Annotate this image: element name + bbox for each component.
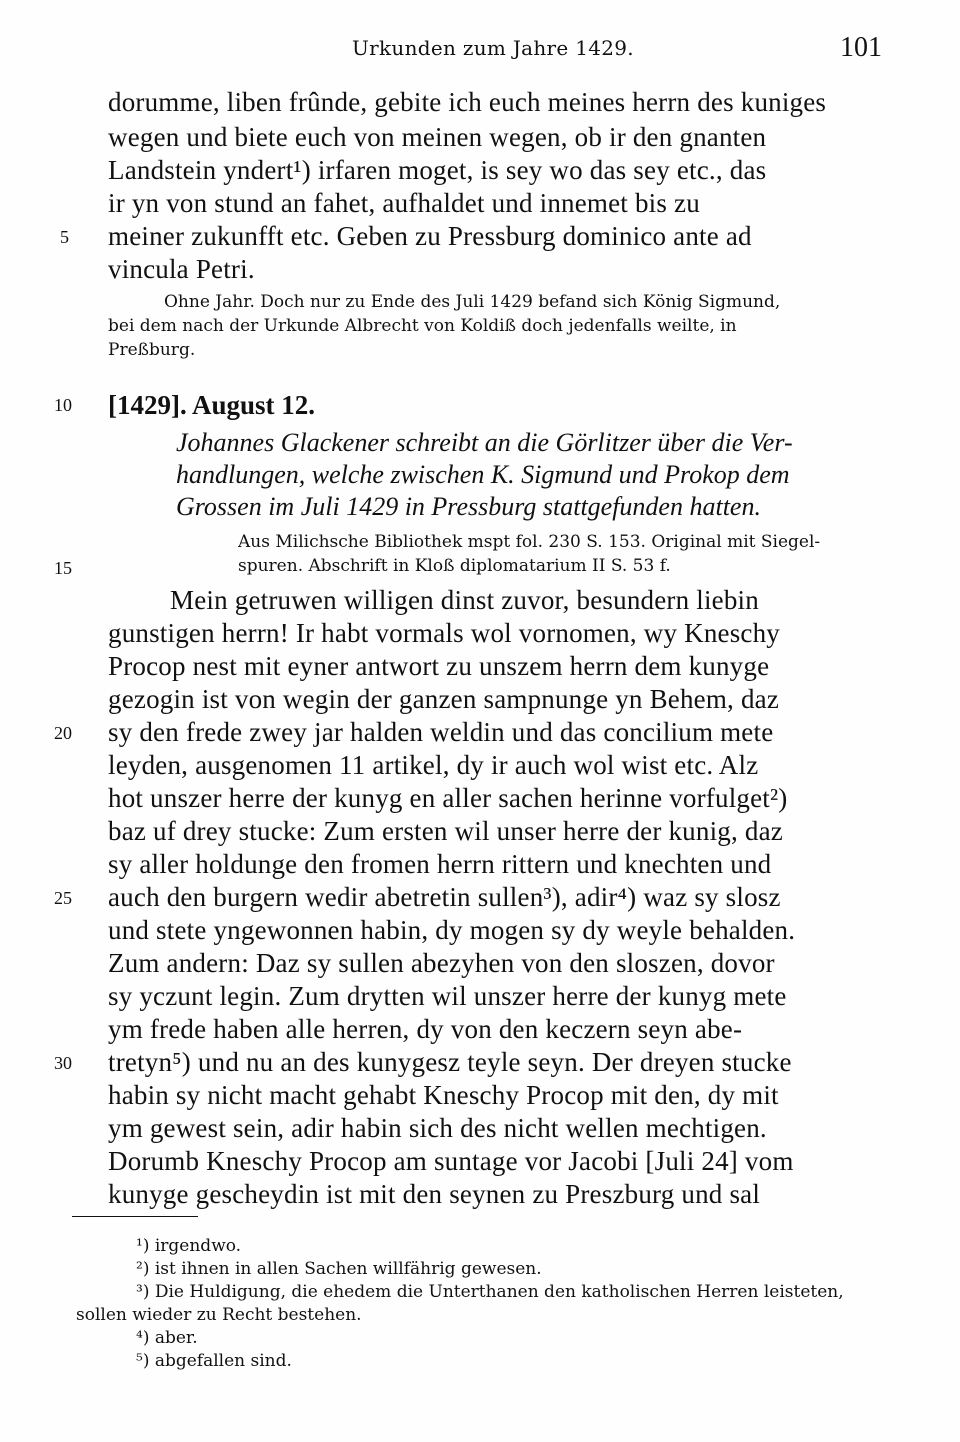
running-head [0, 32, 960, 68]
text-line: Zum andern: Daz sy sullen abezyhen von den sloszen, dovor [108, 948, 775, 978]
text-line: baz uf drey stucke: Zum ersten wil unser herre der kunig, daz [108, 816, 783, 846]
regest-line: Grossen im Juli 1429 in Pressburg stattgefunden hatten. [176, 492, 761, 521]
text-line: Landstein yndert¹) irfaren moget, is sey wo das sey etc., das [108, 155, 767, 185]
text-line: dorumme, liben frûnde, gebite ich euch meines herrn des kuniges [108, 87, 827, 117]
text-line: sy yczunt legin. Zum drytten wil unszer herre der kunyg mete [108, 981, 787, 1011]
text-line: meiner zukunfft etc. Geben zu Pressburg dominico ante ad [108, 221, 752, 251]
text-line: gunstigen herrn! Ir habt vormals wol vornomen, wy Kneschy [108, 618, 781, 648]
footnote: ³) Die Huldigung, die ehedem die Unterthanen den katholischen Herren leisteten, [136, 1282, 844, 1302]
source-line: Aus Milichsche Bibliothek mspt fol. 230 S. 153. Original mit Siegel- [238, 532, 821, 552]
footnote: sollen wieder zu Recht bestehen. [76, 1305, 362, 1325]
text-line: vincula Petri. [108, 254, 255, 284]
running-head-title: Urkunden zum Jahre 1429. [352, 36, 634, 60]
text-line: ym gewest sein, adir habin sich des nicht wellen mechtigen. [108, 1113, 767, 1143]
text-line: Procop nest mit eyner antwort zu unszem herrn dem kunyge [108, 651, 770, 681]
regest-line: handlungen, welche zwischen K. Sigmund und Prokop dem [176, 460, 790, 489]
document-heading: [1429]. August 12. [108, 390, 316, 420]
text-line: Mein getruwen willigen dinst zuvor, besundern liebin [170, 585, 759, 615]
regest-line: Johannes Glackener schreibt an die Görlitzer über die Ver- [176, 428, 793, 457]
footnote: ⁵) abgefallen sind. [136, 1351, 292, 1371]
text-line: Dorumb Kneschy Procop am suntage vor Jacobi [Juli 24] vom [108, 1146, 794, 1176]
text-line: tretyn⁵) und nu an des kunygesz teyle seyn. Der dreyen stucke [108, 1047, 792, 1077]
text-line: sy den frede zwey jar halden weldin und das concilium mete [108, 717, 774, 747]
text-line: wegen und biete euch von meinen wegen, ob ir den gnanten [108, 122, 767, 152]
line-number: 5 [60, 227, 69, 247]
text-line: ir yn von stund an fahet, aufhaldet und innemet bis zu [108, 188, 700, 218]
text-line: und stete yngewonnen habin, dy mogen sy dy weyle behalden. [108, 915, 796, 945]
text-line: hot unszer herre der kunyg en aller sachen herinne vorfulget²) [108, 783, 788, 813]
line-number: 20 [54, 723, 72, 743]
footnote-rule [72, 1216, 198, 1217]
note-line: bei dem nach der Urkunde Albrecht von Koldiß doch jedenfalls weilte, in [108, 316, 737, 336]
text-line: gezogin ist von wegin der ganzen sampnunge yn Behem, daz [108, 684, 780, 714]
text-line: habin sy nicht macht gehabt Kneschy Procop mit den, dy mit [108, 1080, 779, 1110]
line-number: 10 [54, 395, 72, 415]
footnote: ²) ist ihnen in allen Sachen willfährig gewesen. [136, 1259, 542, 1279]
text-line: auch den burgern wedir abetretin sullen³), adir⁴) waz sy slosz [108, 882, 781, 912]
text-line: ym frede haben alle herren, dy von den keczern seyn abe- [108, 1014, 743, 1044]
text-line: leyden, ausgenomen 11 artikel, dy ir auch wol wist etc. Alz [108, 750, 759, 780]
line-number: 15 [54, 558, 72, 578]
line-number: 25 [54, 888, 72, 908]
note-line: Preßburg. [108, 340, 196, 360]
footnote: ¹) irgendwo. [136, 1236, 242, 1256]
line-number: 30 [54, 1053, 72, 1073]
source-line: spuren. Abschrift in Kloß diplomatarium II S. 53 f. [238, 556, 671, 576]
text-line: kunyge gescheydin ist mit den seynen zu Preszburg und sal [108, 1179, 761, 1209]
note-line: Ohne Jahr. Doch nur zu Ende des Juli 1429 befand sich König Sigmund, [164, 292, 781, 312]
text-line: sy aller holdunge den fromen herrn rittern und knechten und [108, 849, 772, 879]
footnote: ⁴) aber. [136, 1328, 198, 1348]
page-number: 101 [840, 32, 882, 63]
